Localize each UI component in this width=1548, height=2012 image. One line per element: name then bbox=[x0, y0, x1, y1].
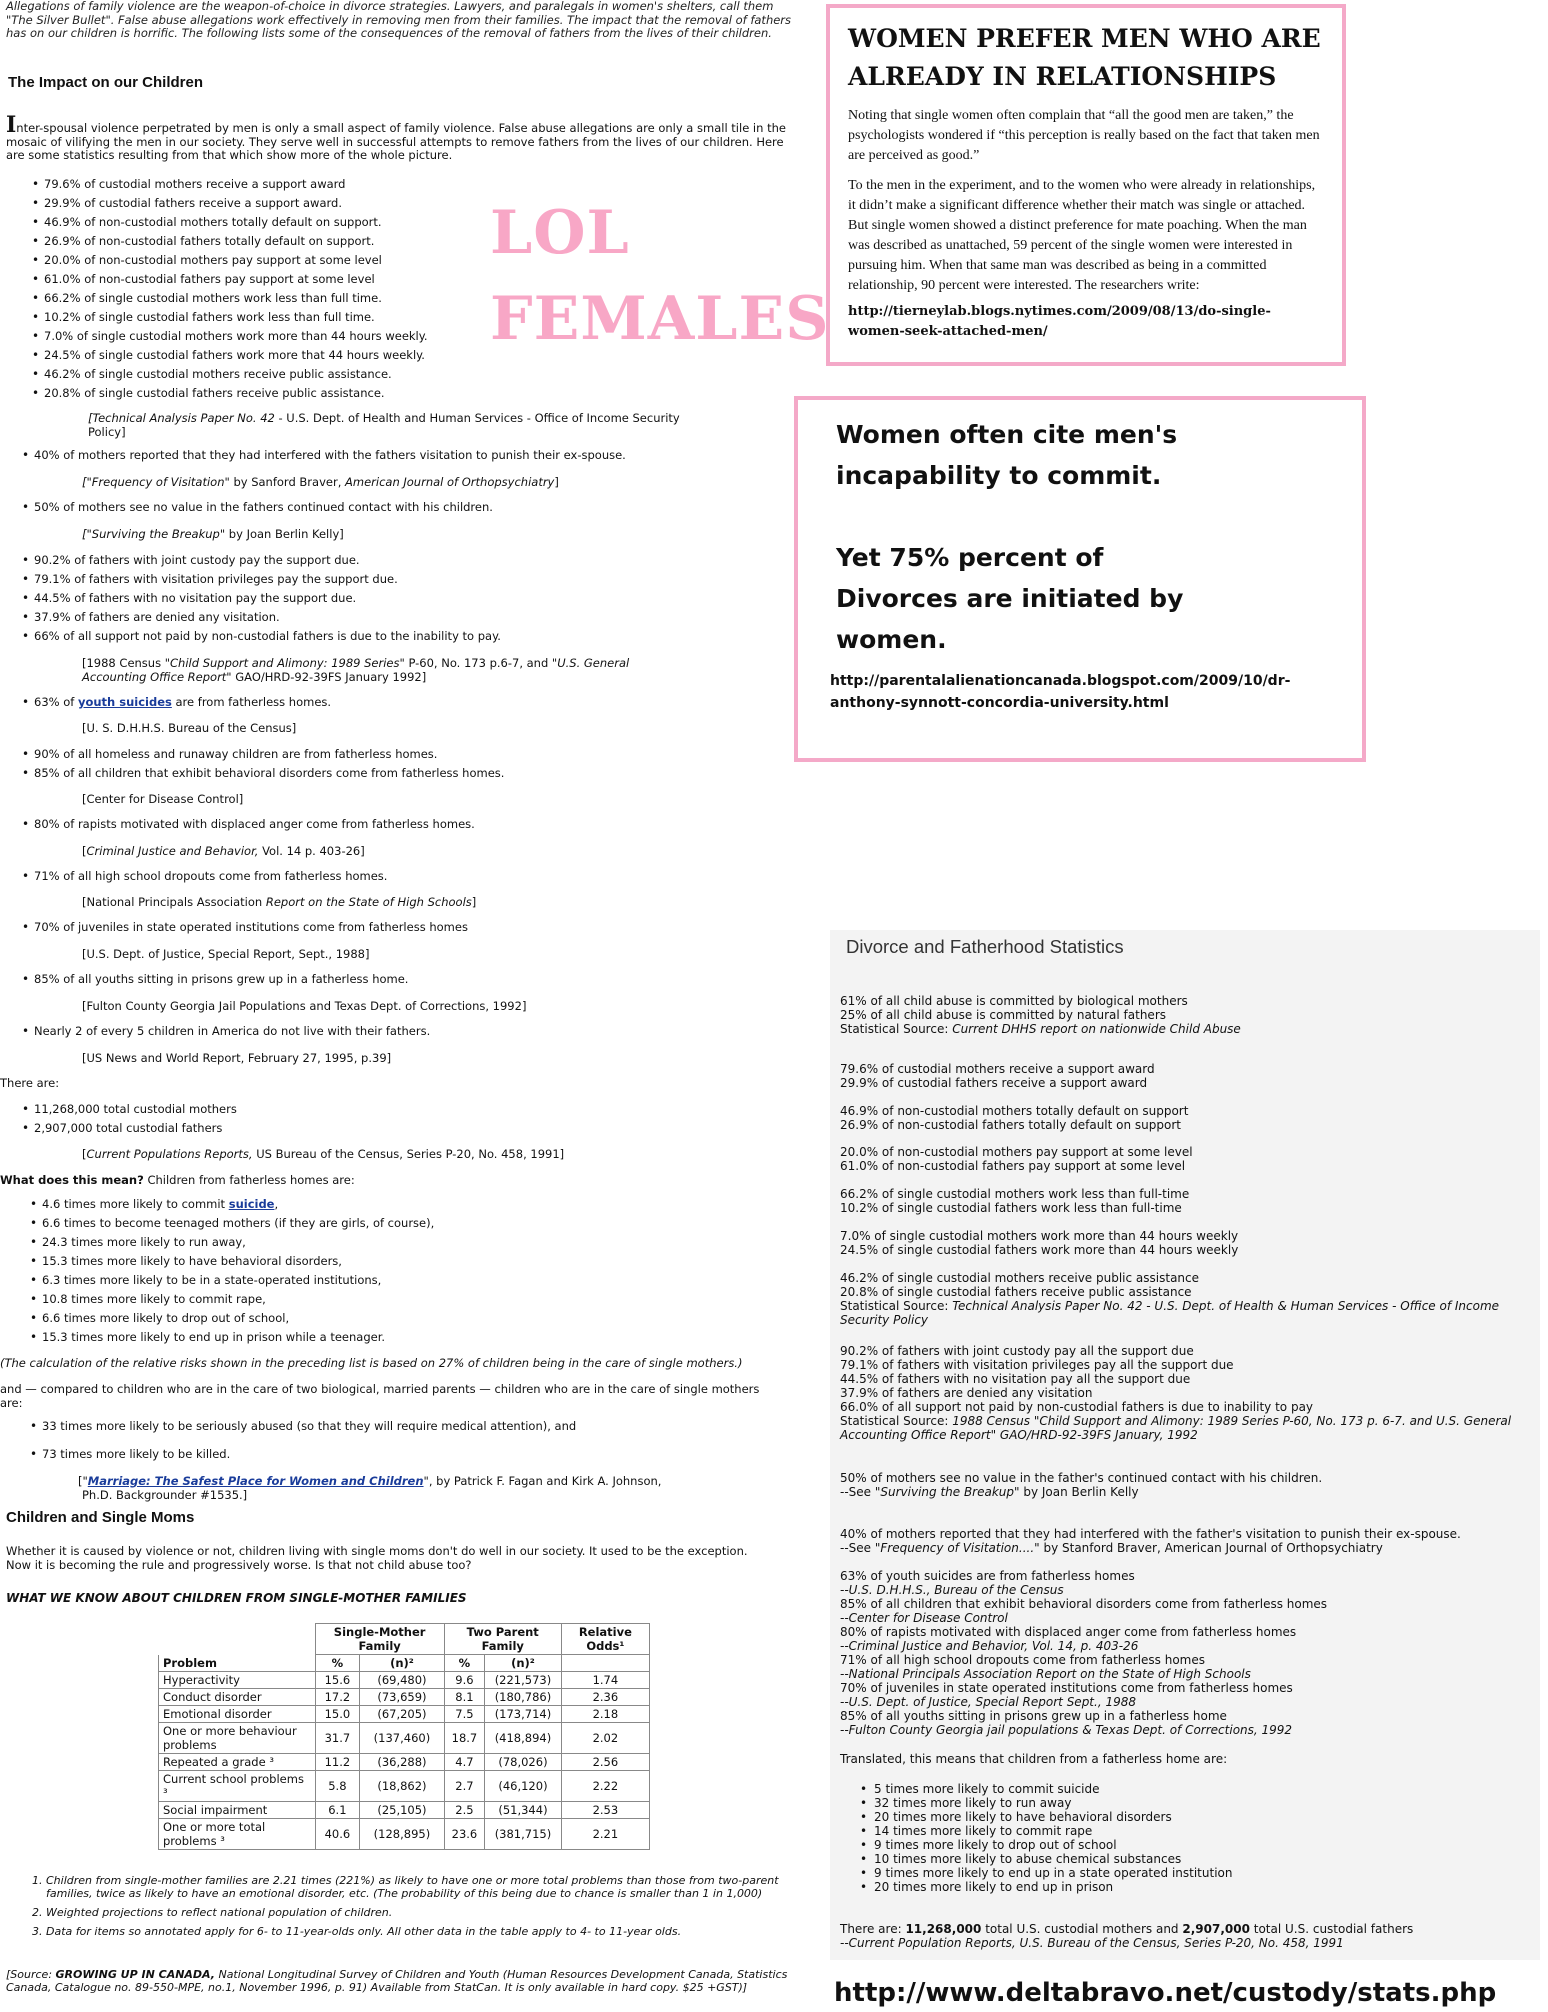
there-are-label: There are: bbox=[0, 1076, 60, 1090]
list-item: • 73 times more likely to be killed. bbox=[28, 1445, 230, 1464]
table-row bbox=[159, 1706, 650, 1723]
list-item: • 70% of juveniles in state operated institutions come from fatherless homes bbox=[20, 918, 468, 937]
citation-cont: Ph.D. Backgrounder #1535.] bbox=[82, 1488, 248, 1502]
n-header: (n)² bbox=[360, 1655, 445, 1672]
value-cell: 31.7 bbox=[315, 1723, 360, 1754]
stat-line: 85% of all youths sitting in prisons grew up in a fatherless home bbox=[840, 1709, 1227, 1723]
citation: ["Surviving the Breakup" by Joan Berlin Kelly] bbox=[82, 527, 344, 541]
value-cell: 2.18 bbox=[561, 1706, 649, 1723]
what-does-this-mean: What does this mean? Children from fatherless homes are: bbox=[0, 1173, 355, 1187]
single-mother-table bbox=[158, 1623, 650, 1850]
value-cell: 15.6 bbox=[315, 1672, 360, 1689]
commit-line: incapability to commit. bbox=[836, 461, 1162, 490]
translated-list-item: • 20 times more likely to have behavioral disorders bbox=[858, 1810, 1232, 1824]
problem-cell: One or more total problems ³ bbox=[159, 1819, 316, 1850]
value-cell: (46,120) bbox=[485, 1771, 562, 1802]
value-cell: 2.22 bbox=[561, 1771, 649, 1802]
stat-list bbox=[20, 815, 475, 834]
panel-title: Divorce and Fatherhood Statistics bbox=[846, 936, 1124, 957]
divorce-line: women. bbox=[836, 625, 947, 654]
list-item: • 80% of rapists motivated with displaced anger come from fatherless homes. bbox=[20, 815, 475, 834]
problem-header: Problem bbox=[159, 1655, 316, 1672]
list-item: • 63% of youth suicides are from fatherless homes. bbox=[20, 693, 331, 712]
commit-box bbox=[794, 396, 1366, 762]
stat-list bbox=[20, 551, 501, 646]
single-moms-heading: Children and Single Moms bbox=[6, 1509, 195, 1526]
table-row bbox=[159, 1771, 650, 1802]
impact-paragraph-text: nter-spousal violence perpetrated by men is only a small aspect of family violence. False abuse allegations are only a small tile in the mosaic of vilifying the men in our society. They serve well in successful attempts to remove fathers from the lives of our children. Here are some statistics resulting from that which show more of the whole picture. bbox=[6, 121, 786, 162]
pct-header: % bbox=[444, 1655, 484, 1672]
list-item: • 6.6 times to become teenaged mothers (if they are girls, of course), bbox=[28, 1214, 434, 1233]
suicide-link[interactable]: suicide bbox=[228, 1197, 275, 1211]
stat-block: 90.2% of fathers with joint custody pay all the support due 79.1% of fathers with visitation privileges pay all the support due 44.5% of fathers with no visitation pay all the support due 37.9% of fathers are denied any visitation 66.0% of all support not paid by non-custodial fathers is due to inability to pay Statistical Source: 1988 Census "Child Support and Alimony: 1989 Series P-60, No. 173 p. 6-7. and U.S. General Accounting Office Report" GAO/HRD-92-39FS January, 1992 bbox=[840, 1344, 1512, 1442]
relative-risk-list-cont bbox=[28, 1214, 434, 1347]
stat-list bbox=[20, 918, 468, 937]
relationships-para-2: To the men in the experiment, and to the women who were already in relationships, it didn’t make a significant difference whether their match was single or attached. But single women showed a distinct preference for mate poaching. When the man was described as unattached, 59 percent of the single women were interested in pursuing him. When that same man was described as being in a committed relationship, 90 percent were interested. The researchers write: bbox=[848, 178, 1316, 293]
value-cell: 8.1 bbox=[444, 1689, 484, 1706]
value-cell: (221,573) bbox=[485, 1672, 562, 1689]
value-cell: (67,205) bbox=[360, 1706, 445, 1723]
relationships-para-1: Noting that single women often complain that “all the good men are taken,” the psychologists wondered if “this perception is really based on the fact that taken men are perceived as good.” bbox=[848, 108, 1320, 163]
stat-line: 85% of all children that exhibit behavioral disorders come from fatherless homes bbox=[840, 1597, 1328, 1611]
stat-block: 46.9% of non-custodial mothers totally default on support 26.9% of non-custodial fathers totally default on support bbox=[840, 1104, 1189, 1132]
translated-list-item: • 20 times more likely to end up in prison bbox=[858, 1880, 1232, 1894]
custodial-count-list bbox=[20, 1100, 237, 1138]
divorce-line: Divorces are initiated by bbox=[836, 584, 1184, 613]
table-row bbox=[159, 1802, 650, 1819]
single-mother-header: Single-Mother Family bbox=[315, 1624, 444, 1655]
list-item: • 85% of all youths sitting in prisons grew up in a fatherless home. bbox=[20, 970, 408, 989]
lol-females-overlay bbox=[490, 190, 830, 362]
table-subheader-row bbox=[159, 1655, 650, 1672]
stat-source: --Criminal Justice and Behavior, Vol. 14, p. 403-26 bbox=[840, 1639, 1139, 1653]
citation: [National Principals Association Report on the State of High Schools] bbox=[82, 895, 477, 909]
deltabravo-url[interactable]: http://www.deltabravo.net/custody/stats.php bbox=[834, 1978, 1497, 2008]
list-item: • 24.5% of single custodial fathers work more that 44 hours weekly. bbox=[30, 346, 428, 365]
support-stats-list bbox=[30, 175, 428, 403]
list-item: • 79.6% of custodial mothers receive a support award bbox=[30, 175, 428, 194]
stat-list bbox=[20, 745, 504, 783]
value-cell: (381,715) bbox=[485, 1819, 562, 1850]
source-note: [Source: GROWING UP IN CANADA, National Longitudinal Survey of Children and Youth (Human Resources Development Canada, Statistics Canada, Catalogue no. 89-550-MPE, no.1, November 1996, p. 91) Available from StatCan. It is only available in hard copy. $25 +GST)] bbox=[6, 1968, 788, 1994]
list-item: • 6.6 times more likely to drop out of school, bbox=[28, 1309, 434, 1328]
calculation-note: (The calculation of the relative risks shown in the preceding list is based on 27% of children being in the care of single mothers.) bbox=[0, 1356, 743, 1370]
list-item: • 24.3 times more likely to run away, bbox=[28, 1233, 434, 1252]
spacer bbox=[836, 496, 1324, 537]
pct-header: % bbox=[315, 1655, 360, 1672]
translated-list bbox=[858, 1782, 1232, 1894]
citation: [Fulton County Georgia Jail Populations and Texas Dept. of Corrections, 1992] bbox=[82, 999, 527, 1013]
value-cell: 2.5 bbox=[444, 1802, 484, 1819]
relative-odds-header: Relative Odds¹ bbox=[561, 1624, 649, 1655]
value-cell: 2.21 bbox=[561, 1819, 649, 1850]
stat-block: 7.0% of single custodial mothers work more than 44 hours weekly 24.5% of single custodial fathers work more than 44 hours weekly bbox=[840, 1229, 1239, 1257]
n-header: (n)² bbox=[485, 1655, 562, 1672]
translated-list-item: • 32 times more likely to run away bbox=[858, 1796, 1232, 1810]
list-item: • 20.0% of non-custodial mothers pay support at some level bbox=[30, 251, 428, 270]
translated-list-item: • 9 times more likely to end up in a state operated institution bbox=[858, 1866, 1232, 1880]
footnotes bbox=[28, 1874, 798, 1944]
table-row bbox=[159, 1754, 650, 1771]
lol-line: LOL bbox=[490, 198, 630, 268]
relationships-title: WOMEN PREFER MEN WHO ARE ALREADY IN RELATIONSHIPS bbox=[848, 24, 1321, 91]
value-cell: 6.1 bbox=[315, 1802, 360, 1819]
list-item: • 37.9% of fathers are denied any visitation. bbox=[20, 608, 501, 627]
citation: [1988 Census "Child Support and Alimony: 1989 Series" P-60, No. 173 p.6-7, and "U.S. General bbox=[82, 656, 630, 670]
list-item: • 46.9% of non-custodial mothers totally default on support. bbox=[30, 213, 428, 232]
footnote: 2. Weighted projections to reflect national population of children. bbox=[46, 1906, 798, 1919]
citation: ["Marriage: The Safest Place for Women and Children", by Patrick F. Fagan and Kirk A. Johnson, bbox=[78, 1474, 662, 1488]
list-item: • 7.0% of single custodial mothers work more than 44 hours weekly. bbox=[30, 327, 428, 346]
value-cell: (25,105) bbox=[360, 1802, 445, 1819]
list-item: • 66% of all support not paid by non-custodial fathers is due to the inability to pay. bbox=[20, 627, 501, 646]
problem-cell: Repeated a grade ³ bbox=[159, 1754, 316, 1771]
list-item: • 10.8 times more likely to commit rape, bbox=[28, 1290, 434, 1309]
table-row bbox=[159, 1689, 650, 1706]
stat-block: 50% of mothers see no value in the father's continued contact with his children. --See "Surviving the Breakup" by Joan Berlin Kelly bbox=[840, 1471, 1323, 1499]
stat-block: 46.2% of single custodial mothers receive public assistance 20.8% of single custodial fathers receive public assistance Statistical Source: Technical Analysis Paper No. 42 - U.S. Dept. of Health & Human Services - Office of Income Security Policy bbox=[840, 1271, 1500, 1327]
stat-source: --U.S. Dept. of Justice, Special Report Sept., 1988 bbox=[840, 1695, 1136, 1709]
stat-line: 71% of all high school dropouts come from fatherless homes bbox=[840, 1653, 1206, 1667]
value-cell: 2.36 bbox=[561, 1689, 649, 1706]
table-row bbox=[159, 1672, 650, 1689]
stat-block: 79.6% of custodial mothers receive a support award 29.9% of custodial fathers receive a support award bbox=[840, 1062, 1155, 1090]
value-cell: (180,786) bbox=[485, 1689, 562, 1706]
problem-cell: Social impairment bbox=[159, 1802, 316, 1819]
problem-cell: Current school problems ³ bbox=[159, 1771, 316, 1802]
stat-source: --National Principals Association Report on the State of High Schools bbox=[840, 1667, 1251, 1681]
stat-list bbox=[28, 1445, 230, 1464]
what-we-know-heading: WHAT WE KNOW ABOUT CHILDREN FROM SINGLE-MOTHER FAMILIES bbox=[6, 1591, 467, 1605]
citation: ["Frequency of Visitation" by Sanford Braver, American Journal of Orthopsychiatry] bbox=[82, 475, 559, 489]
problem-cell: One or more behaviour problems bbox=[159, 1723, 316, 1754]
stat-source: --Fulton County Georgia jail populations & Texas Dept. of Corrections, 1992 bbox=[840, 1723, 1293, 1737]
impact-paragraph bbox=[6, 112, 796, 163]
youth-suicides-link[interactable]: youth suicides bbox=[77, 695, 172, 709]
list-item: • 10.2% of single custodial fathers work less than full time. bbox=[30, 308, 428, 327]
females-line: FEMALES bbox=[490, 284, 830, 354]
footnote: 1. Children from single-mother families are 2.21 times (221%) as likely to have one or more total problems than those from two-parent families, twice as likely to have an emotional disorder, etc. (The probability of this being due to chance is smaller than 1 in 1,000) bbox=[46, 1874, 798, 1900]
table-row bbox=[159, 1723, 650, 1754]
relative-risk-list bbox=[28, 1195, 278, 1214]
citation: [U. S. D.H.H.S. Bureau of the Census] bbox=[82, 721, 297, 735]
stat-source: --U.S. D.H.H.S., Bureau of the Census bbox=[840, 1583, 1064, 1597]
list-item: • 85% of all children that exhibit behavioral disorders come from fatherless homes. bbox=[20, 764, 504, 783]
list-item: • 20.8% of single custodial fathers receive public assistance. bbox=[30, 384, 428, 403]
list-item: • 44.5% of fathers with no visitation pay the support due. bbox=[20, 589, 501, 608]
list-item: • 29.9% of custodial fathers receive a support award. bbox=[30, 194, 428, 213]
list-item: • 4.6 times more likely to commit suicide, bbox=[28, 1195, 278, 1214]
value-cell: (69,480) bbox=[360, 1672, 445, 1689]
commit-line: Women often cite men's bbox=[836, 420, 1178, 449]
relationships-box bbox=[826, 4, 1346, 366]
value-cell: (36,288) bbox=[360, 1754, 445, 1771]
stat-line: 80% of rapists motivated with displaced anger come from fatherless homes bbox=[840, 1625, 1297, 1639]
stat-line: 70% of juveniles in state operated institutions come from fatherless homes bbox=[840, 1681, 1293, 1695]
stat-list bbox=[20, 970, 408, 989]
divorce-fatherhood-panel bbox=[830, 930, 1540, 1960]
nytimes-url[interactable]: http://tierneylab.blogs.nytimes.com/2009/08/13/do-single-women-seek-attached-men/ bbox=[848, 304, 1271, 339]
value-cell: 9.6 bbox=[444, 1672, 484, 1689]
value-cell: 18.7 bbox=[444, 1723, 484, 1754]
table-header-row bbox=[159, 1624, 650, 1655]
value-cell: (173,714) bbox=[485, 1706, 562, 1723]
drop-cap: I bbox=[6, 112, 17, 138]
translated-list-item: • 14 times more likely to commit rape bbox=[858, 1824, 1232, 1838]
value-cell: 11.2 bbox=[315, 1754, 360, 1771]
list-item: • 79.1% of fathers with visitation privileges pay the support due. bbox=[20, 570, 501, 589]
footnote: 3. Data for items so annotated apply for 6- to 11-year-olds only. All other data in the table apply to 4- to 11-year olds. bbox=[46, 1925, 798, 1938]
list-item: • 71% of all high school dropouts come from fatherless homes. bbox=[20, 867, 387, 886]
translated-list-item: • 10 times more likely to abuse chemical substances bbox=[858, 1852, 1232, 1866]
citation: [Current Populations Reports, US Bureau of the Census, Series P-20, No. 458, 1991] bbox=[82, 1147, 565, 1161]
value-cell: 17.2 bbox=[315, 1689, 360, 1706]
translated-list-item: • 9 times more likely to drop out of school bbox=[858, 1838, 1232, 1852]
stat-block: 20.0% of non-custodial mothers pay support at some level 61.0% of non-custodial fathers pay support at some level bbox=[840, 1145, 1193, 1173]
problem-cell: Emotional disorder bbox=[159, 1706, 316, 1723]
list-item: • 90% of all homeless and runaway children are from fatherless homes. bbox=[20, 745, 504, 764]
list-item: • 2,907,000 total custodial fathers bbox=[20, 1119, 237, 1138]
intro-paragraph: Allegations of family violence are the weapon-of-choice in divorce strategies. Lawyers, and paralegals in women's shelters, call them "The Silver Bullet". False abuse allegations work effectively in removing men from their families. The impact that the removal of fathers has on our children is horrific. The following lists some of the consequences of the removal of fathers from the lives of their children. bbox=[6, 0, 792, 40]
stat-list bbox=[28, 1417, 576, 1436]
single-moms-paragraph: Whether it is caused by violence or not, children living with single moms don't do well in our society. It used to be the exception. Now it is becoming the rule and progressively worse. Is that not child abuse too? bbox=[6, 1544, 748, 1572]
divorce-line: Yet 75% percent of bbox=[836, 543, 1104, 572]
there-are-block: There are: 11,268,000 total U.S. custodial mothers and 2,907,000 total U.S. custodial fathers --Current Population Reports, U.S. Bureau of the Census, Series P-20, No. 458, 1991 bbox=[840, 1922, 1414, 1950]
citation: [US News and World Report, February 27, 1995, p.39] bbox=[82, 1051, 392, 1065]
stat-block: 40% of mothers reported that they had interfered with the father's visitation to punish their ex-spouse. --See "Frequency of Visitation...." by Stanford Braver, American Journal of Orthopsychiatry bbox=[840, 1527, 1461, 1555]
citation-cont: Accounting Office Report" GAO/HRD-92-39FS January 1992] bbox=[82, 670, 427, 684]
list-item: • 33 times more likely to be seriously abused (so that they will require medical attention), and bbox=[28, 1417, 576, 1436]
blank-header bbox=[561, 1655, 649, 1672]
stat-list bbox=[20, 867, 387, 886]
citation: [Center for Disease Control] bbox=[82, 792, 244, 806]
value-cell: 23.6 bbox=[444, 1819, 484, 1850]
stat-list bbox=[20, 446, 626, 465]
parental-alienation-url[interactable]: http://parentalalienationcanada.blogspot.com/2009/10/dr- anthony-synnott-concordia-university.html bbox=[830, 673, 1291, 711]
value-cell: 5.8 bbox=[315, 1771, 360, 1802]
list-item: • 6.3 times more likely to be in a state-operated institutions, bbox=[28, 1271, 434, 1290]
list-item: • 15.3 times more likely to have behavioral disorders, bbox=[28, 1252, 434, 1271]
value-cell: (128,895) bbox=[360, 1819, 445, 1850]
stat-line: 63% of youth suicides are from fatherless homes bbox=[840, 1569, 1135, 1583]
problem-cell: Hyperactivity bbox=[159, 1672, 316, 1689]
value-cell: 1.74 bbox=[561, 1672, 649, 1689]
two-parent-header: Two Parent Family bbox=[444, 1624, 561, 1655]
citation: [Criminal Justice and Behavior, Vol. 14 p. 403-26] bbox=[82, 844, 365, 858]
stat-block: 61% of all child abuse is committed by biological mothers 25% of all child abuse is committed by natural fathers Statistical Source: Current DHHS report on nationwide Child Abuse bbox=[840, 994, 1241, 1036]
translated-list-item: • 5 times more likely to commit suicide bbox=[858, 1782, 1232, 1796]
value-cell: 15.0 bbox=[315, 1706, 360, 1723]
stat-list bbox=[20, 498, 493, 517]
value-cell: 2.7 bbox=[444, 1771, 484, 1802]
stat-list bbox=[20, 693, 331, 712]
value-cell: (51,344) bbox=[485, 1802, 562, 1819]
stat-list bbox=[20, 1022, 430, 1041]
citation: [U.S. Dept. of Justice, Special Report, Sept., 1988] bbox=[82, 947, 370, 961]
list-item: • 50% of mothers see no value in the fathers continued contact with his children. bbox=[20, 498, 493, 517]
value-cell: (137,460) bbox=[360, 1723, 445, 1754]
problem-cell: Conduct disorder bbox=[159, 1689, 316, 1706]
citation-cont: Policy] bbox=[88, 425, 126, 439]
list-item: • 15.3 times more likely to end up in prison while a teenager. bbox=[28, 1328, 434, 1347]
value-cell: 40.6 bbox=[315, 1819, 360, 1850]
list-item: • 90.2% of fathers with joint custody pay the support due. bbox=[20, 551, 501, 570]
list-item: • 40% of mothers reported that they had interfered with the fathers visitation to punish their ex-spouse. bbox=[20, 446, 626, 465]
value-cell: (418,894) bbox=[485, 1723, 562, 1754]
list-item: • 61.0% of non-custodial fathers pay support at some level bbox=[30, 270, 428, 289]
value-cell: 2.56 bbox=[561, 1754, 649, 1771]
table-row bbox=[159, 1819, 650, 1850]
value-cell: (78,026) bbox=[485, 1754, 562, 1771]
translated-label: Translated, this means that children from a fatherless home are: bbox=[840, 1752, 1228, 1766]
value-cell: 2.02 bbox=[561, 1723, 649, 1754]
value-cell: (73,659) bbox=[360, 1689, 445, 1706]
list-item: • 11,268,000 total custodial mothers bbox=[20, 1100, 237, 1119]
list-item: • Nearly 2 of every 5 children in America do not live with their fathers. bbox=[20, 1022, 430, 1041]
table-corner bbox=[159, 1624, 316, 1655]
value-cell: (18,862) bbox=[360, 1771, 445, 1802]
marriage-report-link[interactable]: Marriage: The Safest Place for Women and Children bbox=[87, 1474, 424, 1488]
list-item: • 26.9% of non-custodial fathers totally default on support. bbox=[30, 232, 428, 251]
citation: [Technical Analysis Paper No. 42 - U.S. Dept. of Health and Human Services - Office of Income Security bbox=[88, 411, 680, 425]
list-item: • 66.2% of single custodial mothers work less than full time. bbox=[30, 289, 428, 308]
value-cell: 7.5 bbox=[444, 1706, 484, 1723]
fatherless-stats-block bbox=[840, 1569, 1536, 1737]
stat-source: --Center for Disease Control bbox=[840, 1611, 1008, 1625]
stat-block: 66.2% of single custodial mothers work less than full-time 10.2% of single custodial fathers work less than full-time bbox=[840, 1187, 1190, 1215]
impact-heading: The Impact on our Children bbox=[8, 74, 204, 91]
value-cell: 2.53 bbox=[561, 1802, 649, 1819]
list-item: • 46.2% of single custodial mothers receive public assistance. bbox=[30, 365, 428, 384]
comparison-text: and — compared to children who are in the care of two biological, married parents — children who are in the care of single mothers are: bbox=[0, 1382, 760, 1410]
value-cell: 4.7 bbox=[444, 1754, 484, 1771]
